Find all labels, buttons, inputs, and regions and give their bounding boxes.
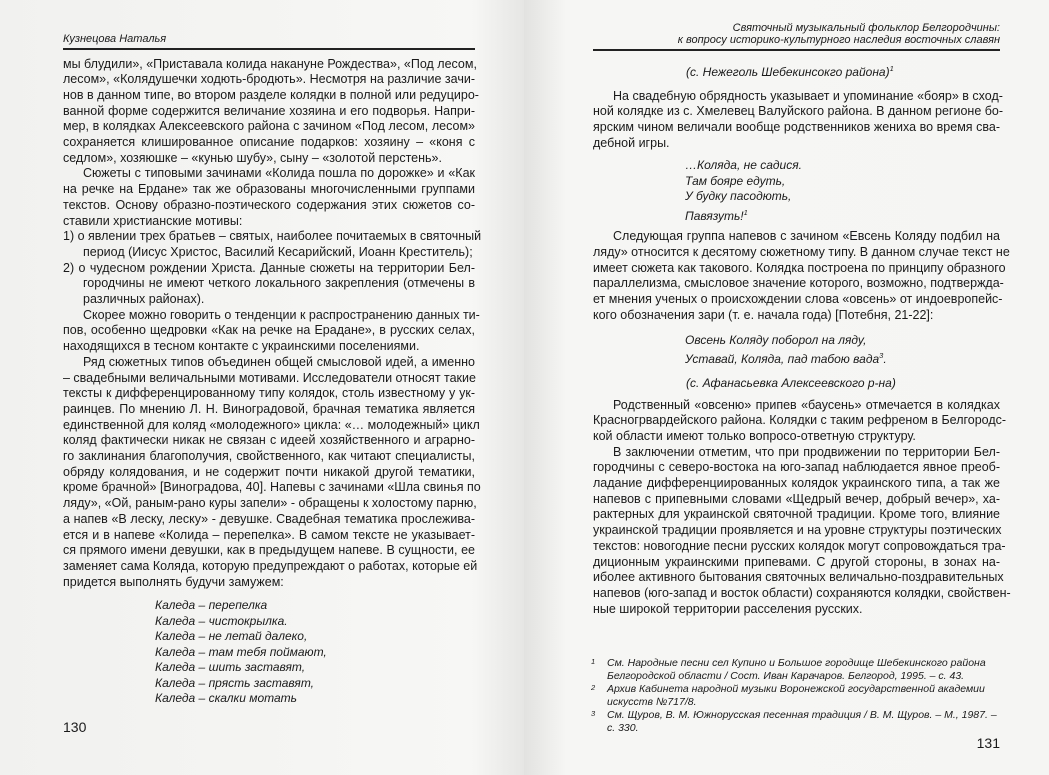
source-note [686,61,1000,80]
footnote-text: Архив Кабинета народной музыки Воронежской государственной академии искусств №717/8. [607,683,985,708]
text-line: диционным украинскими припевами. С другой стороны, в зонах на- [593,554,1000,569]
text-line: период (Иисус Христос, Василий Кесарийский, Иоанн Креститель); [83,244,473,259]
verse-line: Павязуть! [685,208,744,223]
text-line: Ряд сюжетных типов объединен общей смысловой идей, а именно [83,354,475,369]
text-line: параллелизма, смысловое значение которого, возможно, подтвержда- [593,276,1004,291]
text-line: придется выполнять будучи замужем: [63,574,284,589]
running-head-line: Святочный музыкальный фольклор Белгородчины: [732,22,1000,34]
paragraph [63,56,479,167]
verse-line: Каледа – перепелка [155,598,268,613]
text-line: а напев «В леску, леску» - девушке. Свадебная тематика прослежива- [63,511,475,526]
source-note: (с. Афанасьевка Алексеевского р-на) [686,375,896,390]
text-line: городчины с северо-востока на юго-запад наблюдается явное преоб- [593,460,1000,475]
verse-line: Овсень Коляду поборол на ляду, [685,332,867,347]
text-line: раинцев. По мнению Л. Н. Виноградовой, брачная тематика является [63,401,475,416]
text-line: напевов (юго-запад и восток области) сохраняются колядки, свойствен- [593,585,1011,600]
text-line: ляду», «Ой, раным-рано куры запели» - обращены к холостому парню, [63,496,477,511]
text-line: В заключении отметим, что при продвижении по территории Бел- [613,444,1000,459]
text-line: Родственный «овсеню» припев «баусень» отмечается в колядках [613,397,1000,412]
verse-line: Уставай, Коляда, пад табою вада [685,352,880,367]
text-line: городчины не имеют четкого локального закрепления (отмечены в [83,276,475,291]
verse-quote [685,158,1000,224]
text-line: рактерных для украинской святочной традиции. Кроме того, влияние [593,507,1000,522]
text-line: ярским чином величали вообще родственников жениха во время сва- [593,119,1000,134]
right-page [524,0,1049,775]
footnote-number: 3 [591,709,596,719]
footnote [591,683,1000,708]
footnote [591,709,1000,734]
text-line: лесом», «Колядушечки ходють-бродють». Несмотря на различие зачи- [63,72,475,87]
verse-quote: Овсень Коляду поборол на ляду, Уставай, Коляда, пад табою вада$^3$. [685,333,1000,368]
text-line: украинской традиции проявляется и на уровне структуры поэтических [593,523,1002,538]
text-line: ные широкой территории расселения русских. [593,601,863,616]
footnotes [591,657,1000,735]
running-head [593,22,1000,46]
footnote-ref: 1 [743,207,748,217]
text-line: ся прямого имени девушки, как в предыдущем напеве. В сущности, ее [63,543,475,558]
text-line: 1) о явлении трех братьев – святых, наиболее почитаемых в святочный [63,229,482,244]
text-line: пов, особенно щедровки «Как на речке на Ерадане», в русских селах, [63,323,475,338]
text-line: Скорее можно говорить о тенденции к распространению данных ти- [83,307,480,322]
text-line: го заклинания благополучия, свойственного, как читают специалисты, [63,449,475,464]
running-head: Кузнецова Наталья [63,33,167,45]
verse-line: Каледа – шить заставят, [155,660,306,675]
text-line: тексты к дифференцированному типу колядок, столь известному у ук- [63,386,475,401]
text-line: единственной для коляд «молодежного» цикла: «… молодежный» цикл [63,417,480,432]
paragraph [63,354,481,591]
header-rule [63,48,475,50]
text-line: находящихся в тесном контакте с украинскими поселениями. [63,339,420,354]
paragraph [593,397,1007,445]
footnote [591,657,1000,682]
text-line: ляду» относится к десятому сюжетному типу. В данном случае текст не [593,245,1010,260]
text-line: заменяет сама Коляда, которую предупреждают о работах, которые ей [63,559,478,573]
text-line: коляд фактически никак не связан с идеей хозяйственного и аграрно- [63,433,475,448]
list-item [63,229,482,260]
text-line: ладание дифференциированных колядок украинского типа, а так же [593,476,1000,491]
text-line: ставили христианские мотивы: [63,213,243,228]
text-line: мер, в колядках Алексеевского района с зачином «Под лесом, лесом» [63,119,475,134]
footnote-ref: 1 [889,63,894,73]
paragraph [63,307,480,355]
list-item [63,261,475,308]
text-line: – свадебными величальными мотивами. Исследователи относят такие [63,370,476,385]
text-line: обряду колядования, и не содержит почти никакой другой тематики, [63,464,475,479]
right-column [591,0,1011,775]
text-line: ет мнения ученых о происхождении слова «овсень» от индоевропейс- [593,292,1003,307]
verse-line: Каледа – там тебя поймают, [155,644,327,659]
text-line: ной колядке из с. Хмелевец Валуйского района. В данном регионе бо- [593,104,1004,119]
page-number: 130 [63,719,87,735]
text-line: на речке на Ердане» так же образованы многочисленными группами [63,182,475,197]
left-page [0,0,524,775]
text-line: седлом», хозяюшке – «кунью шубу», сыну – «золотой перстень». [63,150,442,165]
page-number: 131 [976,735,1000,752]
footnote-number: 2 [591,683,596,693]
body-text [63,56,482,591]
text-line: имеет сюжета как такового. Колядка построена по принципу образного [593,260,1006,275]
verse-line: Каледа – чистокрылка. [155,613,288,628]
text-line: 2) о чудесном рождении Христа. Данные сюжеты на территории Бел- [63,260,475,275]
paragraph [593,88,1004,152]
footnote-number: 1 [591,657,596,667]
left-column [63,0,482,775]
text-line: кроме брачной» [Виноградова, 40]. Напевы с зачинами «Шла свинья по [63,480,481,495]
footnote-text: См. Народные песни сел Купино и Большое городище Шебекинского района Белгородской области / Сост. Иван Карачаров. Белгород, 1995. – с. 43. [607,657,986,682]
verse-line: Там бояре едуть, [685,173,786,188]
text-line: иболее активного бытования святочных величально-поздравительных [593,570,1004,585]
text-line: напевов с припевными словами «Щедрый вечер, добрый вечер», ха- [593,491,1000,506]
header-rule [593,49,1000,51]
footnote-text: См. Щуров, В. М. Южнорусская песенная традиция / В. М. Щуров. – М., 1987. – с. 330. [607,709,997,734]
text-line: кого обозначения зари (т. е. начала года) [Потебня, 21-22]: [593,307,934,322]
text-line: дебной игры. [593,135,670,150]
text-line: различных районах). [83,292,205,307]
text-line: мы блудили», «Приставала колида накануне Рождества», «Под лесом, [63,56,477,71]
text-line: ется и в напеве «Колида – перепелка». В самом тексте не указывает- [63,527,475,542]
source-text: (с. Нежеголь Шебекинсокго района) [686,64,890,79]
text-line: Сюжеты с типовыми зачинами «Колида пошла по дорожке» и «Как [83,166,475,181]
paragraph [593,229,1010,323]
verse-line: У будку пасодють, [685,189,792,204]
text-line: сохраняется клишированное описание подарков: хозяину – «коня с [63,135,475,150]
text-line: текстов: новогодние песни русских колядок могут сопровождаться тра- [593,538,1006,553]
text-line: текстов. Основу образно-поэтического содержания этих сюжетов со- [63,197,475,212]
verse-line: …Коляда, не садися. [685,158,802,173]
text-line: На свадебную обрядность указывает и упоминание «бояр» в сход- [613,88,1003,103]
verse-line: Каледа – скалки мотать [155,691,297,706]
text-line: Следующая группа напевов с зачином «Евсень Коляду подбил на [613,229,1000,244]
text-line: нов в данном типе, во втором разделе колядки в полной или редуциро- [63,87,479,102]
paragraph [593,444,1011,618]
verse-quote [155,598,475,707]
text-line: ванной форме содержится величание хозяина и его подворья. Напри- [63,103,475,118]
verse-line: Каледа – прясть заставят, [155,675,315,690]
text-line: Красногрвардейского района. Колядки с таким рефреном в Белгородс- [593,413,1007,428]
text-line: кой области имеют только вопросо-ответную структуру. [593,428,916,443]
footnote-ref: 3 [879,351,884,361]
running-head-line: к вопросу историко-культурного наследия восточных славян [677,34,1000,46]
paragraph [63,166,475,229]
verse-line: Каледа – не летай далеко, [155,629,308,644]
